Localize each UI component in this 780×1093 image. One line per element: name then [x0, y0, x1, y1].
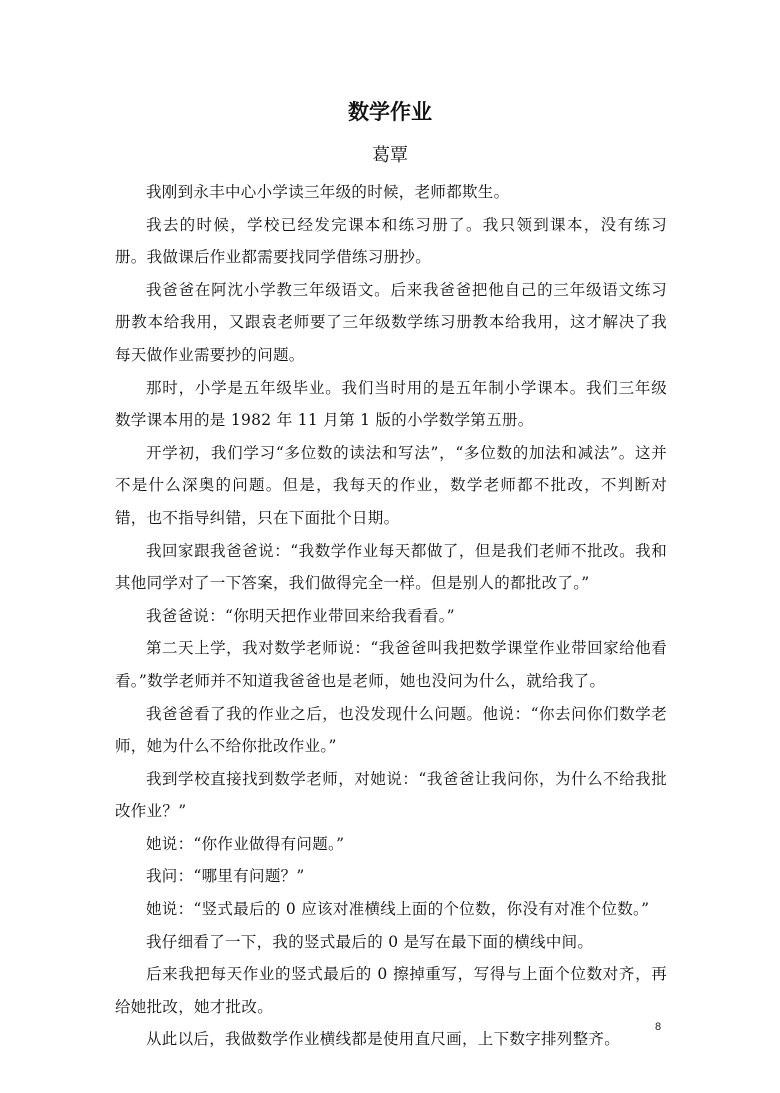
paragraph-10: 我到学校直接找到数学老师，对她说：“我爸爸让我问你，为什么不给我批改作业？” [115, 769, 667, 821]
paragraph-1: 我刚到永丰中心小学读三年级的时候，老师都欺生。 [146, 183, 510, 201]
paragraph-12: 我问：“哪里有问题？” [146, 867, 305, 886]
paragraph-2: 我去的时候，学校已经发完课本和练习册了。我只领到课本，没有练习册。我做课后作业都需要找同学借练习册抄。 [115, 215, 667, 267]
paragraph-7: 我爸爸说：“你明天把作业带回来给我看看。” [146, 606, 455, 625]
paragraph-16: 从此以后，我做数学作业横线都是使用直尺画，上下数字排列整齐。 [146, 1030, 621, 1049]
paragraph-3: 我爸爸在阿沈小学教三年级语文。后来我爸爸把他自己的三年级语文练习册教本给我用，又跟袁老师要了三年级数学练习册教本给我用，这才解决了我每天做作业需要抄的问题。 [115, 280, 667, 364]
paragraph-5: 开学初，我们学习“多位数的读法和写法”，“多位数的加法和减法”。这并不是什么深奥的问题。但是，我每天的作业，数学老师都不批改，不判断对错，也不指导纠错，只在下面批个日期。 [115, 443, 667, 527]
paragraph-9: 我爸爸看了我的作业之后，也没发现什么问题。他说：“你去问你们数学老师，她为什么不给你批改作业。” [115, 704, 667, 756]
document-author: 葛覃 [372, 145, 408, 166]
document-title: 数学作业 [348, 100, 432, 124]
paragraph-15: 后来我把每天作业的竖式最后的 0 擦掉重写，写得与上面个位数对齐，再给她批改，她才批改。 [115, 965, 667, 1016]
paragraph-13: 她说：“竖式最后的 0 应该对准横线上面的个位数，你没有对准个位数。” [146, 900, 650, 919]
paragraph-8: 第二天上学，我对数学老师说：“我爸爸叫我把数学课堂作业带回家给他看看。”数学老师并不知道我爸爸也是老师，她也没问为什么，就给我了。 [115, 639, 667, 690]
page-number: 8 [654, 1021, 662, 1033]
document-body [115, 176, 667, 1056]
paragraph-6: 我回家跟我爸爸说：“我数学作业每天都做了，但是我们老师不批改。我和其他同学对了一下答案，我们做得完全一样。但是别人的都批改了。” [115, 541, 667, 593]
paragraph-11: 她说：“你作业做得有问题。” [146, 834, 345, 853]
paragraph-14: 我仔细看了一下，我的竖式最后的 0 是写在最下面的横线中间。 [146, 932, 594, 951]
paragraph-4: 那时，小学是五年级毕业。我们当时用的是五年制小学课本。我们三年级数学课本用的是 1982 年 11 月第 1 版的小学数学第五册。 [115, 378, 667, 430]
